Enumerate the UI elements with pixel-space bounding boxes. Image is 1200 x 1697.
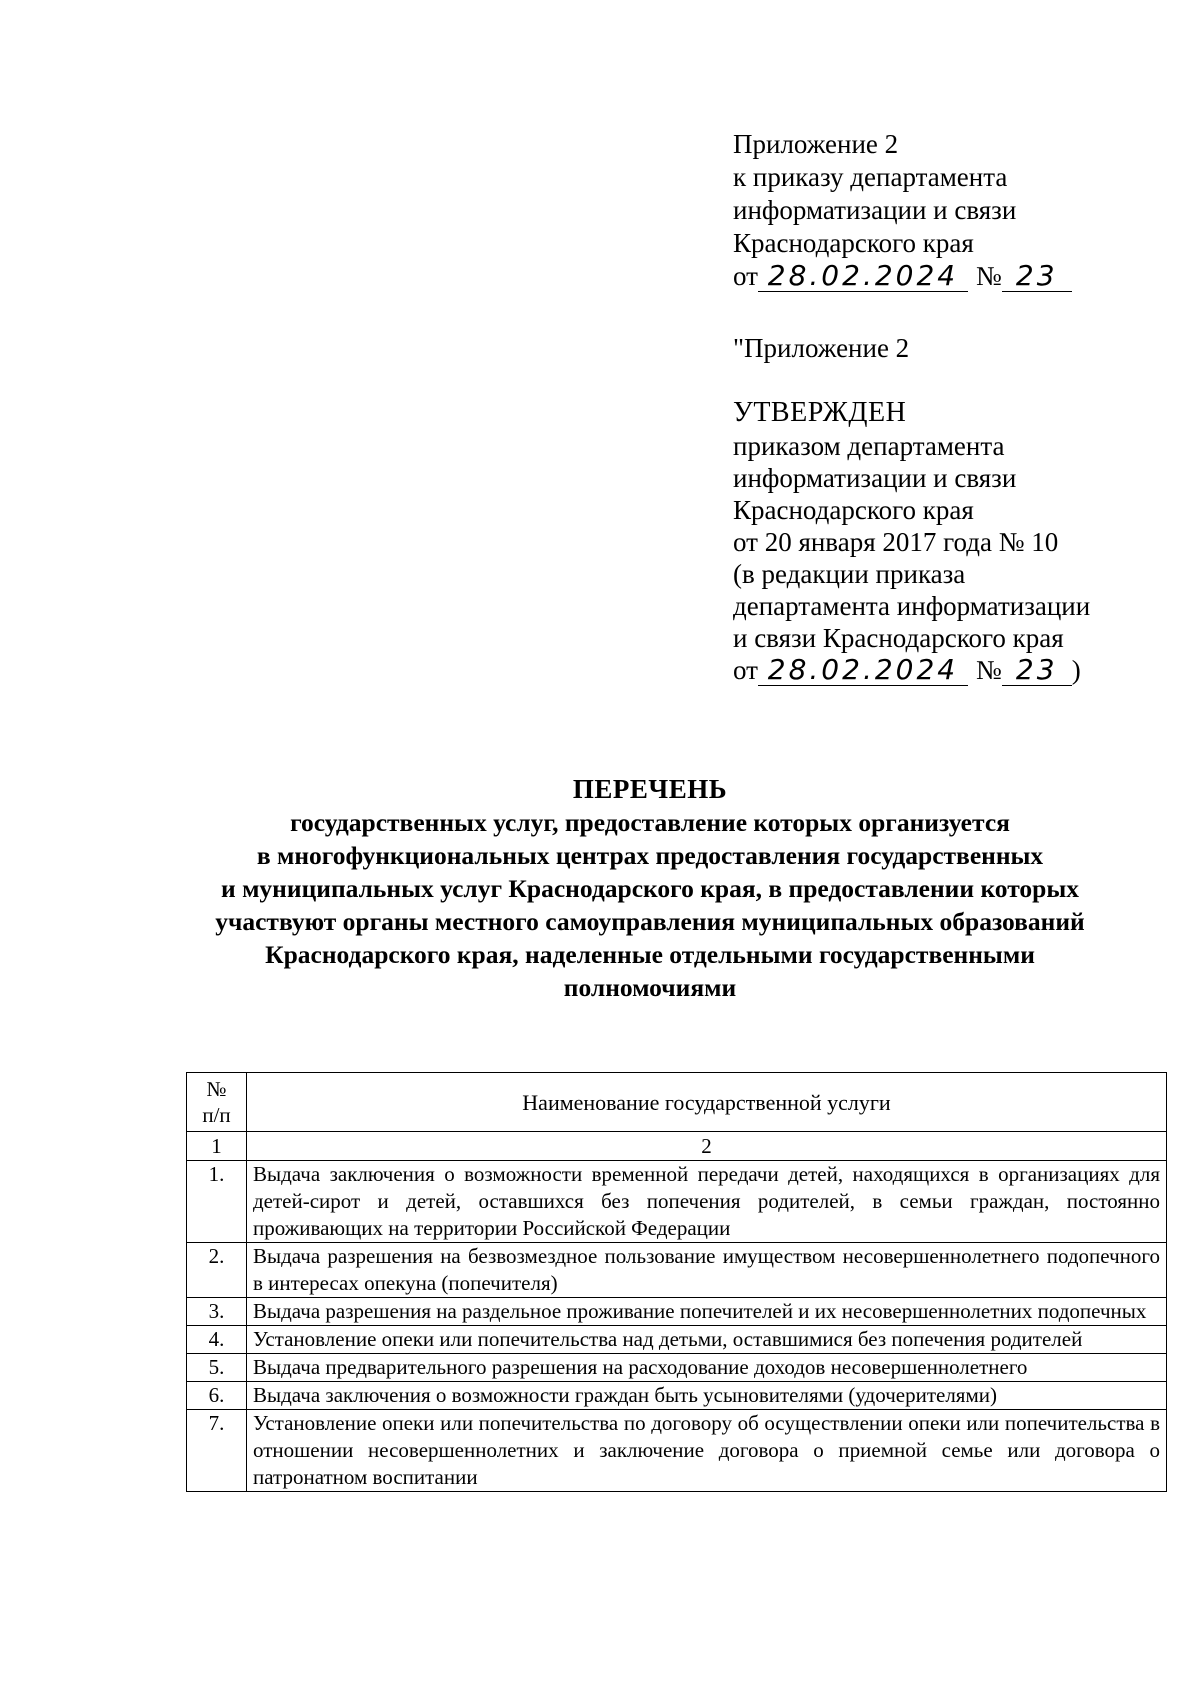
approved-line: (в редакции приказа	[733, 559, 966, 589]
appendix-block	[733, 128, 1153, 293]
appendix-line-1: к приказу департамента	[733, 162, 1008, 192]
document-heading	[150, 772, 1150, 1004]
row-number: 5.	[187, 1354, 247, 1382]
approved-date-line	[733, 654, 1173, 686]
table-row	[187, 1354, 1167, 1382]
table-row	[187, 1382, 1167, 1410]
heading-title: ПЕРЕЧЕНЬ	[572, 774, 728, 804]
table-header-row	[187, 1073, 1167, 1132]
row-service-name: Выдача разрешения на раздельное проживание попечителей и их несовершеннолетних подопечных	[247, 1298, 1167, 1326]
approved-line: от 20 января 2017 года № 10	[733, 527, 1059, 557]
header-name-cell: Наименование государственной услуги	[247, 1073, 1167, 1132]
table-row	[187, 1161, 1167, 1243]
handwritten-number: 23	[1002, 655, 1072, 686]
handwritten-date: 28.02.2024	[758, 655, 968, 686]
header-num-symbol: №	[206, 1077, 227, 1101]
approved-line: приказом департамента	[733, 431, 1005, 461]
services-table	[186, 1072, 1167, 1492]
header-num-abbr: п/п	[202, 1103, 231, 1127]
appendix-line-2: информатизации и связи	[733, 195, 1017, 225]
row-number: 2.	[187, 1243, 247, 1298]
row-service-name: Выдача заключения о возможности граждан быть усыновителями (удочерителями)	[247, 1382, 1167, 1410]
column-number: 2	[247, 1132, 1167, 1161]
row-number: 1.	[187, 1161, 247, 1243]
heading-line: полномочиями	[563, 973, 737, 1002]
appendix-title: Приложение 2	[733, 129, 899, 159]
from-label: от	[733, 261, 758, 291]
heading-line: в многофункциональных центрах предоставления государственных	[256, 841, 1044, 870]
number-label: №	[975, 261, 1002, 291]
row-number: 6.	[187, 1382, 247, 1410]
header-num-cell	[187, 1073, 247, 1132]
approved-line: информатизации и связи	[733, 463, 1017, 493]
row-number: 4.	[187, 1326, 247, 1354]
from-label: от	[733, 655, 758, 685]
table-row	[187, 1326, 1167, 1354]
closing-parenthesis: )	[1071, 655, 1081, 685]
handwritten-date: 28.02.2024	[758, 261, 968, 292]
row-number: 7.	[187, 1410, 247, 1492]
table-row	[187, 1410, 1167, 1492]
row-service-name: Выдача заключения о возможности временной передачи детей, находящихся в организациях для детей-сирот и детей, оставшихся без попечения родителей, в семьи граждан, постоянно проживающих на территории Российской Федерации	[247, 1161, 1167, 1243]
number-label: №	[975, 655, 1002, 685]
approved-line: департамента информатизации	[733, 591, 1091, 621]
approved-block	[733, 396, 1173, 686]
row-number: 3.	[187, 1298, 247, 1326]
row-service-name: Установление опеки или попечительства над детьми, оставшимися без попечения родителей	[247, 1326, 1167, 1354]
approved-line: и связи Краснодарского края	[733, 623, 1064, 653]
row-service-name: Выдача предварительного разрешения на расходование доходов несовершеннолетнего	[247, 1354, 1167, 1382]
approved-title: УТВЕРЖДЕН	[733, 397, 907, 428]
column-number-row	[187, 1132, 1167, 1161]
heading-line: государственных услуг, предоставление которых организуется	[290, 808, 1010, 837]
table-row	[187, 1298, 1167, 1326]
heading-line: участвуют органы местного самоуправления муниципальных образований	[215, 907, 1085, 936]
row-service-name: Установление опеки или попечительства по договору об осуществлении опеки или попечительства в отношении несовершеннолетних и заключение договора о приемной семье или договора о патронатном воспитании	[247, 1410, 1167, 1492]
appendix-line-3: Краснодарского края	[733, 228, 974, 258]
column-number: 1	[187, 1132, 247, 1161]
quoted-appendix-title: "Приложение 2	[733, 333, 910, 363]
appendix-date-line	[733, 260, 1153, 293]
approved-line: Краснодарского края	[733, 495, 974, 525]
row-service-name: Выдача разрешения на безвозмездное пользование имуществом несовершеннолетнего подопечного в интересах опекуна (попечителя)	[247, 1243, 1167, 1298]
heading-line: Краснодарского края, наделенные отдельными государственными	[265, 940, 1035, 969]
handwritten-number: 23	[1002, 261, 1072, 292]
heading-line: и муниципальных услуг Краснодарского края, в предоставлении которых	[221, 874, 1079, 903]
table-row	[187, 1243, 1167, 1298]
